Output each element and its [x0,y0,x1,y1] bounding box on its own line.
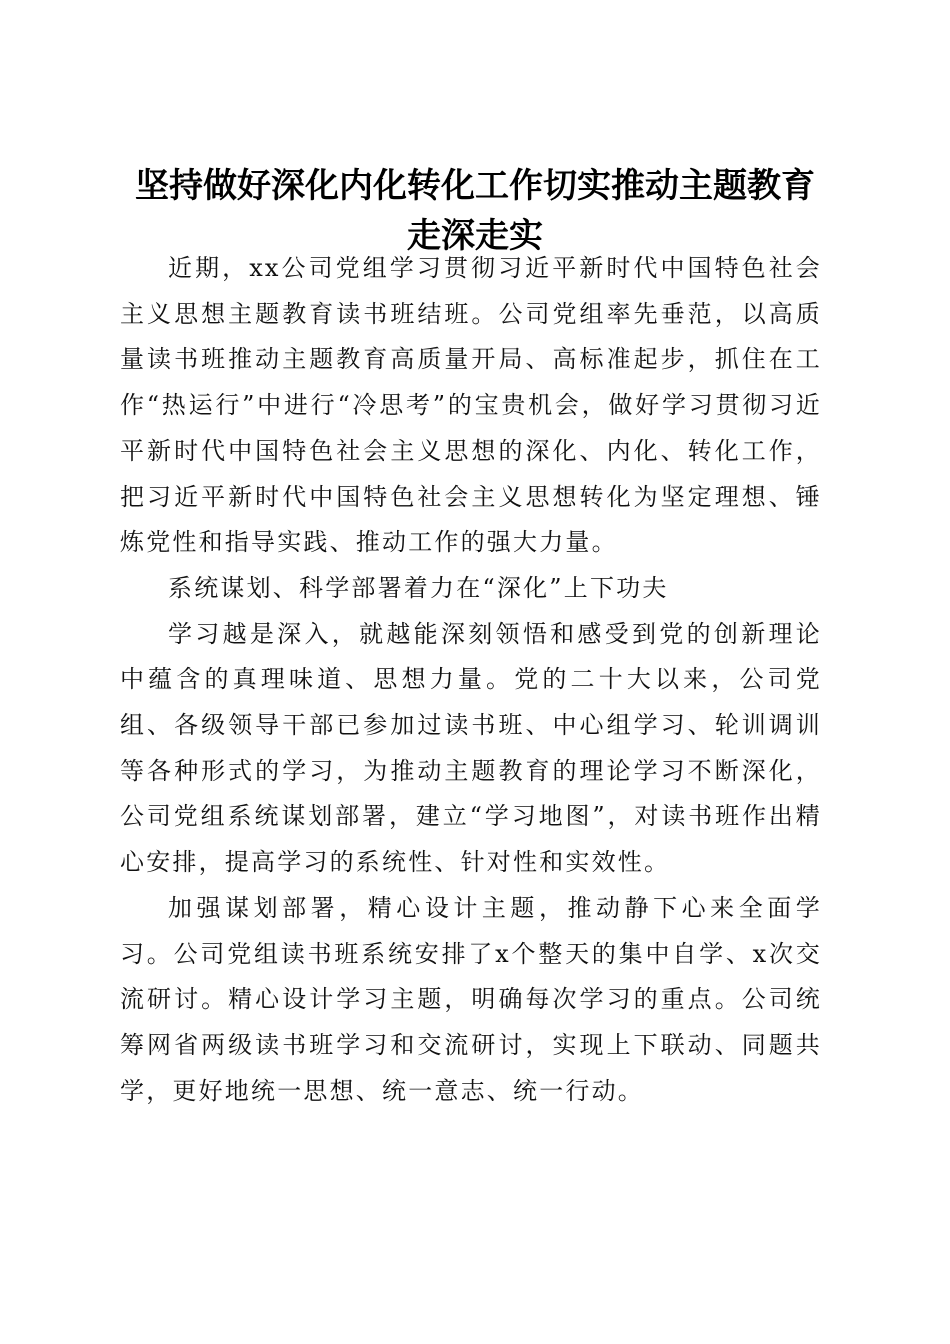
paragraph-intro: 近期，xx公司党组学习贯彻习近平新时代中国特色社会主义思想主题教育读书班结班。公司党组率先垂范，以高质量读书班推动主题教育高质量开局、高标准起步，抓住在工作“热运行”中进行“冷思考”的宝贵机会，做好学习贯彻习近平新时代中国特色社会主义思想的深化、内化、转化工作，把习近平新时代中国特色社会主义思想转化为坚定理想、锤炼党性和指导实践、推动工作的强大力量。 [120,254,822,557]
paragraph-planning: 加强谋划部署，精心设计主题，推动静下心来全面学习。公司党组读书班系统安排了x个整天的集中自学、x次交流研讨。精心设计学习主题，明确每次学习的重点。公司统筹网省两级读书班学习和交流研讨，实现上下联动、同题共学，更好地统一思想、统一意志、统一行动。 [120,893,822,1105]
document-body [120,246,822,1114]
title-line-2: 走深走实 [407,215,543,256]
paragraph-deepening: 学习越是深入，就越能深刻领悟和感受到党的创新理论中蕴含的真理味道、思想力量。党的二十大以来，公司党组、各级领导干部已参加过读书班、中心组学习、轮训调训等各种形式的学习，为推动主题教育的理论学习不断深化，公司党组系统谋划部署，建立“学习地图”，对读书班作出精心安排，提高学习的系统性、针对性和实效性。 [120,619,822,877]
section-heading: 系统谋划、科学部署着力在“深化”上下功夫 [168,573,669,602]
title-line-1: 坚持做好深化内化转化工作切实推动主题教育 [135,165,815,206]
